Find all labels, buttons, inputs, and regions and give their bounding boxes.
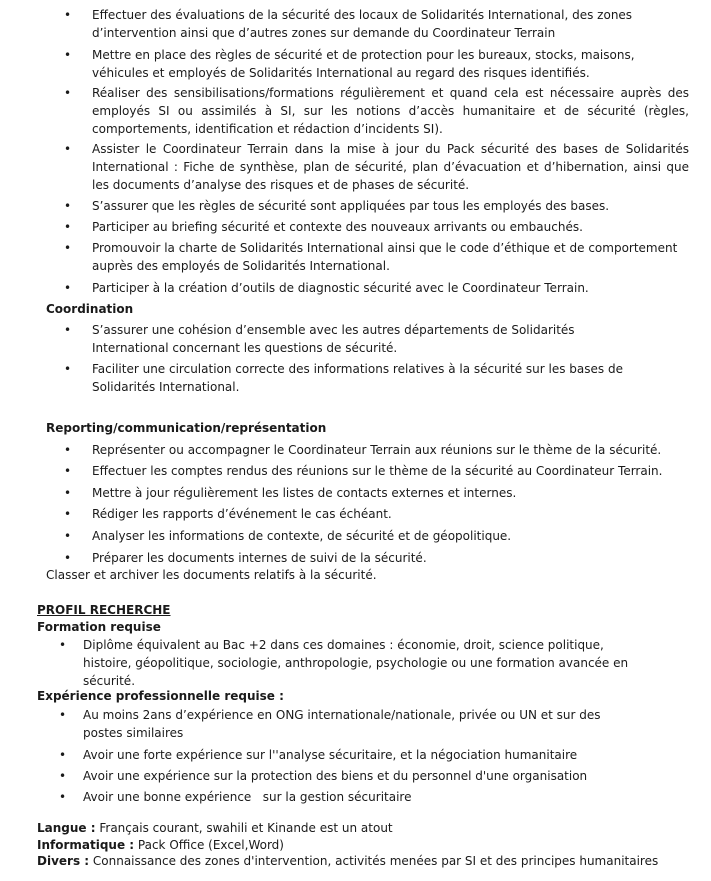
bullet-icon: • xyxy=(59,638,67,652)
divers-value: Connaissance des zones d'intervention, activités menées par SI et des principes humanitaires xyxy=(89,854,659,868)
bullet-icon: • xyxy=(64,8,72,22)
list-item-text: Participer au briefing sécurité et contexte des nouveaux arrivants ou embauchés. xyxy=(92,220,583,234)
list-item xyxy=(0,484,711,502)
bullet-icon: • xyxy=(64,362,72,376)
subheading-experience: Expérience professionnelle requise : xyxy=(37,689,284,703)
list-item xyxy=(0,636,711,690)
informatique-label: Informatique : xyxy=(37,838,135,852)
section-heading-reporting: Reporting/communication/représentation xyxy=(46,421,327,435)
bullet-icon: • xyxy=(64,529,72,543)
list-item-text: Rédiger les rapports d’événement le cas échéant. xyxy=(92,507,392,521)
list-item xyxy=(0,6,711,42)
bullet-icon: • xyxy=(59,769,67,783)
list-item-text: Avoir une expérience sur la protection des biens et du personnel d'une organisation xyxy=(83,769,588,783)
bullet-icon: • xyxy=(64,551,72,565)
bullet-icon: • xyxy=(64,86,72,100)
list-item xyxy=(0,46,711,82)
list-item-text: Au moins 2ans d’expérience en ONG internationale/nationale, privée ou UN et sur des postes similaires xyxy=(83,708,601,740)
list-item xyxy=(0,462,711,480)
list-item-text: Participer à la création d’outils de diagnostic sécurité avec le Coordinateur Terrain. xyxy=(92,281,589,295)
list-item-text: Effectuer les comptes rendus des réunions sur le thème de la sécurité au Coordinateur Terrain. xyxy=(92,464,663,478)
list-item xyxy=(0,767,711,785)
bullet-icon: • xyxy=(64,323,72,337)
list-item xyxy=(0,140,711,194)
section-heading-coordination: Coordination xyxy=(46,302,134,316)
list-item xyxy=(0,321,711,357)
subheading-formation: Formation requise xyxy=(37,620,161,634)
list-item xyxy=(0,360,711,396)
bullet-icon: • xyxy=(64,464,72,478)
list-item-text: Représenter ou accompagner le Coordinateur Terrain aux réunions sur le thème de la sécurité. xyxy=(92,443,662,457)
list-item-text: Faciliter une circulation correcte des informations relatives à la sécurité sur les bases de Solidarités International. xyxy=(92,362,623,394)
list-item xyxy=(0,788,711,806)
list-item-text: Effectuer des évaluations de la sécurité des locaux de Solidarités International, des zones d’intervention ainsi que d’autres zones sur demande du Coordinateur Terrain xyxy=(92,8,633,40)
divers-label: Divers : xyxy=(37,854,90,868)
bullet-icon: • xyxy=(64,199,72,213)
bullet-icon: • xyxy=(59,708,67,722)
reporting-trailing-line: Classer et archiver les documents relatifs à la sécurité. xyxy=(46,568,377,582)
list-item xyxy=(0,279,711,297)
list-item xyxy=(0,746,711,764)
langue-value: Français courant, swahili et Kinande est un atout xyxy=(95,821,393,835)
bullet-icon: • xyxy=(64,443,72,457)
divers-line xyxy=(37,852,658,870)
bullet-icon: • xyxy=(64,507,72,521)
list-item xyxy=(0,549,711,567)
langue-line xyxy=(37,819,393,837)
list-item-text: Réaliser des sensibilisations/formations régulièrement et quand cela est nécessaire auprès des employés SI ou assimilés à SI, sur les notions d’accès humanitaire et de sécurité (règles, comportements, identification et rédaction d’incidents SI). xyxy=(92,86,689,136)
list-item-text: S’assurer une cohésion d’ensemble avec les autres départements de Solidarités International concernant les questions de sécurité. xyxy=(92,323,575,355)
list-item-text: Assister le Coordinateur Terrain dans la mise à jour du Pack sécurité des bases de Solidarités International : Fiche de synthèse, plan de sécurité, plan d’évacuation et d’hibernation, ainsi que les documents d’analyse des risques et de phases de sécurité. xyxy=(92,142,689,192)
list-item xyxy=(0,197,711,215)
section-heading-profil: PROFIL RECHERCHE xyxy=(37,603,171,617)
informatique-value: Pack Office (Excel,Word) xyxy=(134,838,284,852)
list-item-text: Avoir une forte expérience sur l''analyse sécuritaire, et la négociation humanitaire xyxy=(83,748,578,762)
bullet-icon: • xyxy=(64,142,72,156)
list-item-text: Promouvoir la charte de Solidarités International ainsi que le code d’éthique et de comportement auprès des employés de Solidarités International. xyxy=(92,241,678,273)
list-item xyxy=(0,441,711,459)
list-item-text: Préparer les documents internes de suivi de la sécurité. xyxy=(92,551,427,565)
langue-label: Langue : xyxy=(37,821,96,835)
list-item xyxy=(0,527,711,545)
list-item xyxy=(0,239,711,275)
list-item-text: Avoir une bonne expérience sur la gestion sécuritaire xyxy=(83,790,412,804)
list-item xyxy=(0,84,711,138)
list-item-text: Mettre en place des règles de sécurité et de protection pour les bureaux, stocks, maisons, véhicules et employés de Solidarités International au regard des risques identifiés. xyxy=(92,48,635,80)
list-item-text: Diplôme équivalent au Bac +2 dans ces domaines : économie, droit, science politique, histoire, géopolitique, sociologie, anthropologie, psychologie ou une formation avancée en sécurité. xyxy=(83,638,629,688)
list-item xyxy=(0,505,711,523)
bullet-icon: • xyxy=(59,790,67,804)
list-item-text: Mettre à jour régulièrement les listes de contacts externes et internes. xyxy=(92,486,517,500)
list-item-text: S’assurer que les règles de sécurité sont appliquées par tous les employés des bases. xyxy=(92,199,610,213)
list-item xyxy=(0,706,711,742)
list-item xyxy=(0,218,711,236)
list-item-text: Analyser les informations de contexte, de sécurité et de géopolitique. xyxy=(92,529,512,543)
bullet-icon: • xyxy=(64,48,72,62)
bullet-icon: • xyxy=(64,486,72,500)
bullet-icon: • xyxy=(64,220,72,234)
bullet-icon: • xyxy=(59,748,67,762)
bullet-icon: • xyxy=(64,281,72,295)
bullet-icon: • xyxy=(64,241,72,255)
